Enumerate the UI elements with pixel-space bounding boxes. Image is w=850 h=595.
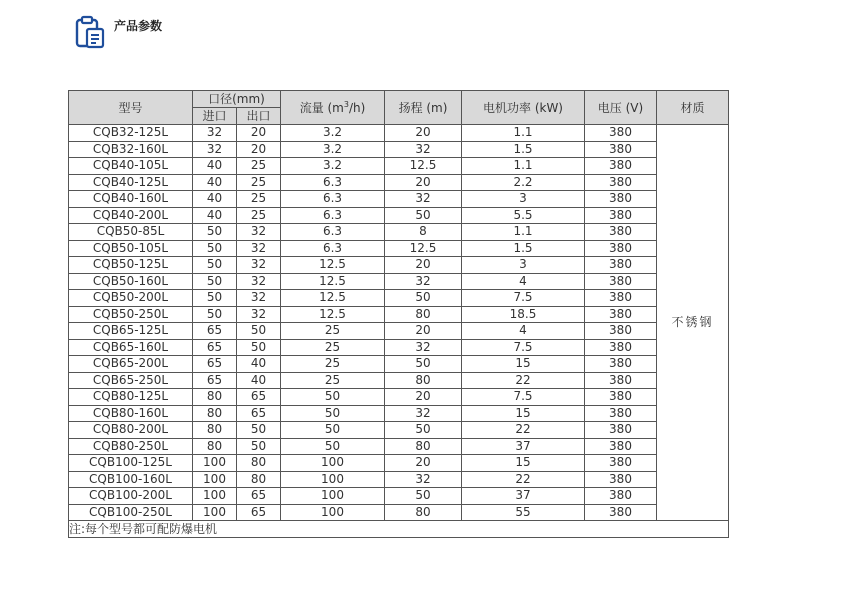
cell-voltage: 380 <box>585 438 657 455</box>
cell-power: 7.5 <box>462 389 585 406</box>
cell-voltage: 380 <box>585 488 657 505</box>
col-header-flow: 流量 $(m^3/h)$ <box>281 91 385 125</box>
cell-inlet: 40 <box>193 174 237 191</box>
cell-voltage: 380 <box>585 191 657 208</box>
cell-model: CQB40-125L <box>69 174 193 191</box>
cell-flow: 3.2 <box>281 141 385 158</box>
cell-inlet: 40 <box>193 207 237 224</box>
cell-voltage: 380 <box>585 389 657 406</box>
cell-head: 20 <box>385 125 462 142</box>
cell-head: 80 <box>385 438 462 455</box>
cell-voltage: 380 <box>585 339 657 356</box>
cell-outlet: 32 <box>237 240 281 257</box>
cell-flow: 25 <box>281 339 385 356</box>
table-row <box>69 356 729 373</box>
cell-outlet: 25 <box>237 158 281 175</box>
table-header <box>69 91 729 125</box>
cell-inlet: 32 <box>193 125 237 142</box>
cell-voltage: 380 <box>585 273 657 290</box>
cell-voltage: 380 <box>585 125 657 142</box>
cell-power: 22 <box>462 372 585 389</box>
cell-flow: 25 <box>281 356 385 373</box>
cell-inlet: 40 <box>193 191 237 208</box>
product-spec-table <box>68 90 729 538</box>
cell-model: CQB32-160L <box>69 141 193 158</box>
cell-inlet: 80 <box>193 422 237 439</box>
table-body <box>69 125 729 538</box>
table-row <box>69 273 729 290</box>
cell-power: 18.5 <box>462 306 585 323</box>
cell-inlet: 50 <box>193 273 237 290</box>
table-row <box>69 471 729 488</box>
cell-voltage: 380 <box>585 471 657 488</box>
cell-flow: 50 <box>281 422 385 439</box>
cell-model: CQB65-200L <box>69 356 193 373</box>
cell-inlet: 50 <box>193 257 237 274</box>
cell-model: CQB50-250L <box>69 306 193 323</box>
cell-voltage: 380 <box>585 323 657 340</box>
cell-head: 50 <box>385 290 462 307</box>
cell-model: CQB65-160L <box>69 339 193 356</box>
cell-flow: 50 <box>281 438 385 455</box>
cell-inlet: 100 <box>193 471 237 488</box>
cell-model: CQB100-160L <box>69 471 193 488</box>
cell-model: CQB40-105L <box>69 158 193 175</box>
cell-model: CQB40-200L <box>69 207 193 224</box>
cell-head: 32 <box>385 273 462 290</box>
cell-flow: 100 <box>281 488 385 505</box>
clipboard-icon <box>74 15 106 49</box>
cell-model: CQB100-200L <box>69 488 193 505</box>
cell-inlet: 80 <box>193 438 237 455</box>
cell-model: CQB80-200L <box>69 422 193 439</box>
cell-flow: 25 <box>281 372 385 389</box>
cell-power: 1.5 <box>462 141 585 158</box>
cell-outlet: 20 <box>237 125 281 142</box>
cell-flow: 100 <box>281 455 385 472</box>
cell-inlet: 80 <box>193 389 237 406</box>
cell-power: 15 <box>462 405 585 422</box>
cell-model: CQB80-125L <box>69 389 193 406</box>
cell-power: 4 <box>462 323 585 340</box>
cell-outlet: 65 <box>237 389 281 406</box>
cell-voltage: 380 <box>585 240 657 257</box>
cell-head: 20 <box>385 389 462 406</box>
table-note: 注:每个型号都可配防爆电机 <box>69 521 729 538</box>
col-header-outlet: 出口 <box>237 108 281 125</box>
cell-head: 32 <box>385 141 462 158</box>
cell-voltage: 380 <box>585 257 657 274</box>
cell-head: 8 <box>385 224 462 241</box>
cell-flow: 6.3 <box>281 240 385 257</box>
cell-power: 4 <box>462 273 585 290</box>
cell-power: 7.5 <box>462 339 585 356</box>
cell-power: 37 <box>462 488 585 505</box>
section-header <box>74 15 162 49</box>
col-header-voltage: 电压 (V) <box>585 91 657 125</box>
col-header-power: 电机功率 (kW) <box>462 91 585 125</box>
table-note-row <box>69 521 729 538</box>
cell-power: 37 <box>462 438 585 455</box>
cell-head: 50 <box>385 422 462 439</box>
cell-voltage: 380 <box>585 207 657 224</box>
cell-power: 22 <box>462 471 585 488</box>
cell-outlet: 32 <box>237 306 281 323</box>
table-row <box>69 207 729 224</box>
cell-inlet: 100 <box>193 504 237 521</box>
cell-head: 32 <box>385 471 462 488</box>
cell-voltage: 380 <box>585 405 657 422</box>
table-row <box>69 125 729 142</box>
cell-voltage: 380 <box>585 422 657 439</box>
cell-inlet: 65 <box>193 323 237 340</box>
cell-head: 20 <box>385 257 462 274</box>
table-row <box>69 405 729 422</box>
col-header-material: 材质 <box>657 91 729 125</box>
cell-head: 50 <box>385 207 462 224</box>
table-row <box>69 257 729 274</box>
cell-power: 1.5 <box>462 240 585 257</box>
col-header-diameter: 口径(mm) <box>193 91 281 108</box>
cell-inlet: 50 <box>193 290 237 307</box>
cell-model: CQB50-125L <box>69 257 193 274</box>
cell-model: CQB50-160L <box>69 273 193 290</box>
cell-inlet: 50 <box>193 306 237 323</box>
cell-head: 12.5 <box>385 240 462 257</box>
cell-inlet: 80 <box>193 405 237 422</box>
cell-flow: 3.2 <box>281 125 385 142</box>
cell-voltage: 380 <box>585 290 657 307</box>
cell-outlet: 32 <box>237 224 281 241</box>
cell-head: 12.5 <box>385 158 462 175</box>
cell-power: 15 <box>462 455 585 472</box>
cell-model: CQB65-250L <box>69 372 193 389</box>
cell-voltage: 380 <box>585 306 657 323</box>
cell-model: CQB50-105L <box>69 240 193 257</box>
cell-inlet: 65 <box>193 372 237 389</box>
table-row <box>69 141 729 158</box>
cell-voltage: 380 <box>585 504 657 521</box>
cell-inlet: 32 <box>193 141 237 158</box>
table-row <box>69 158 729 175</box>
cell-outlet: 20 <box>237 141 281 158</box>
cell-flow: 12.5 <box>281 273 385 290</box>
table-row <box>69 240 729 257</box>
cell-model: CQB50-200L <box>69 290 193 307</box>
cell-power: 3 <box>462 257 585 274</box>
table-row <box>69 323 729 340</box>
cell-outlet: 50 <box>237 323 281 340</box>
cell-flow: 3.2 <box>281 158 385 175</box>
cell-head: 80 <box>385 372 462 389</box>
cell-power: 5.5 <box>462 207 585 224</box>
cell-flow: 6.3 <box>281 207 385 224</box>
cell-head: 20 <box>385 455 462 472</box>
cell-outlet: 50 <box>237 438 281 455</box>
table-row <box>69 422 729 439</box>
cell-inlet: 50 <box>193 224 237 241</box>
cell-flow: 50 <box>281 389 385 406</box>
cell-flow: 12.5 <box>281 306 385 323</box>
cell-outlet: 25 <box>237 207 281 224</box>
cell-flow: 12.5 <box>281 290 385 307</box>
cell-power: 2.2 <box>462 174 585 191</box>
cell-power: 1.1 <box>462 125 585 142</box>
cell-inlet: 100 <box>193 488 237 505</box>
cell-head: 50 <box>385 356 462 373</box>
cell-outlet: 32 <box>237 290 281 307</box>
table-row <box>69 339 729 356</box>
table-row <box>69 488 729 505</box>
cell-head: 20 <box>385 323 462 340</box>
cell-outlet: 50 <box>237 422 281 439</box>
table-row <box>69 455 729 472</box>
cell-head: 80 <box>385 306 462 323</box>
cell-model: CQB100-250L <box>69 504 193 521</box>
cell-outlet: 40 <box>237 356 281 373</box>
cell-outlet: 80 <box>237 455 281 472</box>
cell-power: 1.1 <box>462 224 585 241</box>
cell-power: 7.5 <box>462 290 585 307</box>
table-row <box>69 389 729 406</box>
cell-voltage: 380 <box>585 356 657 373</box>
cell-inlet: 50 <box>193 240 237 257</box>
cell-flow: 6.3 <box>281 224 385 241</box>
cell-voltage: 380 <box>585 224 657 241</box>
cell-voltage: 380 <box>585 372 657 389</box>
cell-flow: 6.3 <box>281 174 385 191</box>
cell-inlet: 100 <box>193 455 237 472</box>
cell-outlet: 25 <box>237 174 281 191</box>
cell-power: 1.1 <box>462 158 585 175</box>
cell-flow: 100 <box>281 504 385 521</box>
cell-head: 32 <box>385 339 462 356</box>
cell-voltage: 380 <box>585 174 657 191</box>
cell-flow: 6.3 <box>281 191 385 208</box>
cell-material: 不锈钢 <box>657 125 729 521</box>
cell-outlet: 65 <box>237 488 281 505</box>
cell-voltage: 380 <box>585 158 657 175</box>
cell-voltage: 380 <box>585 455 657 472</box>
table-row <box>69 191 729 208</box>
cell-head: 80 <box>385 504 462 521</box>
cell-outlet: 32 <box>237 257 281 274</box>
cell-outlet: 65 <box>237 504 281 521</box>
col-header-model: 型号 <box>69 91 193 125</box>
cell-head: 32 <box>385 405 462 422</box>
table-row <box>69 224 729 241</box>
cell-model: CQB32-125L <box>69 125 193 142</box>
cell-model: CQB100-125L <box>69 455 193 472</box>
cell-head: 50 <box>385 488 462 505</box>
cell-model: CQB80-160L <box>69 405 193 422</box>
cell-power: 15 <box>462 356 585 373</box>
cell-power: 55 <box>462 504 585 521</box>
cell-inlet: 65 <box>193 356 237 373</box>
cell-flow: 50 <box>281 405 385 422</box>
cell-outlet: 65 <box>237 405 281 422</box>
table-row <box>69 504 729 521</box>
cell-head: 32 <box>385 191 462 208</box>
cell-outlet: 32 <box>237 273 281 290</box>
table-row <box>69 290 729 307</box>
cell-flow: 25 <box>281 323 385 340</box>
cell-model: CQB80-250L <box>69 438 193 455</box>
cell-model: CQB65-125L <box>69 323 193 340</box>
cell-inlet: 40 <box>193 158 237 175</box>
cell-head: 20 <box>385 174 462 191</box>
cell-outlet: 80 <box>237 471 281 488</box>
cell-outlet: 25 <box>237 191 281 208</box>
cell-power: 3 <box>462 191 585 208</box>
cell-power: 22 <box>462 422 585 439</box>
cell-outlet: 40 <box>237 372 281 389</box>
table-row <box>69 372 729 389</box>
col-header-inlet: 进口 <box>193 108 237 125</box>
table-row <box>69 174 729 191</box>
section-title: 产品参数 <box>114 18 163 33</box>
cell-flow: 12.5 <box>281 257 385 274</box>
cell-model: CQB50-85L <box>69 224 193 241</box>
cell-model: CQB40-160L <box>69 191 193 208</box>
cell-inlet: 65 <box>193 339 237 356</box>
col-header-head: 扬程 (m) <box>385 91 462 125</box>
cell-voltage: 380 <box>585 141 657 158</box>
table-row <box>69 438 729 455</box>
table-row <box>69 306 729 323</box>
cell-flow: 100 <box>281 471 385 488</box>
cell-outlet: 50 <box>237 339 281 356</box>
